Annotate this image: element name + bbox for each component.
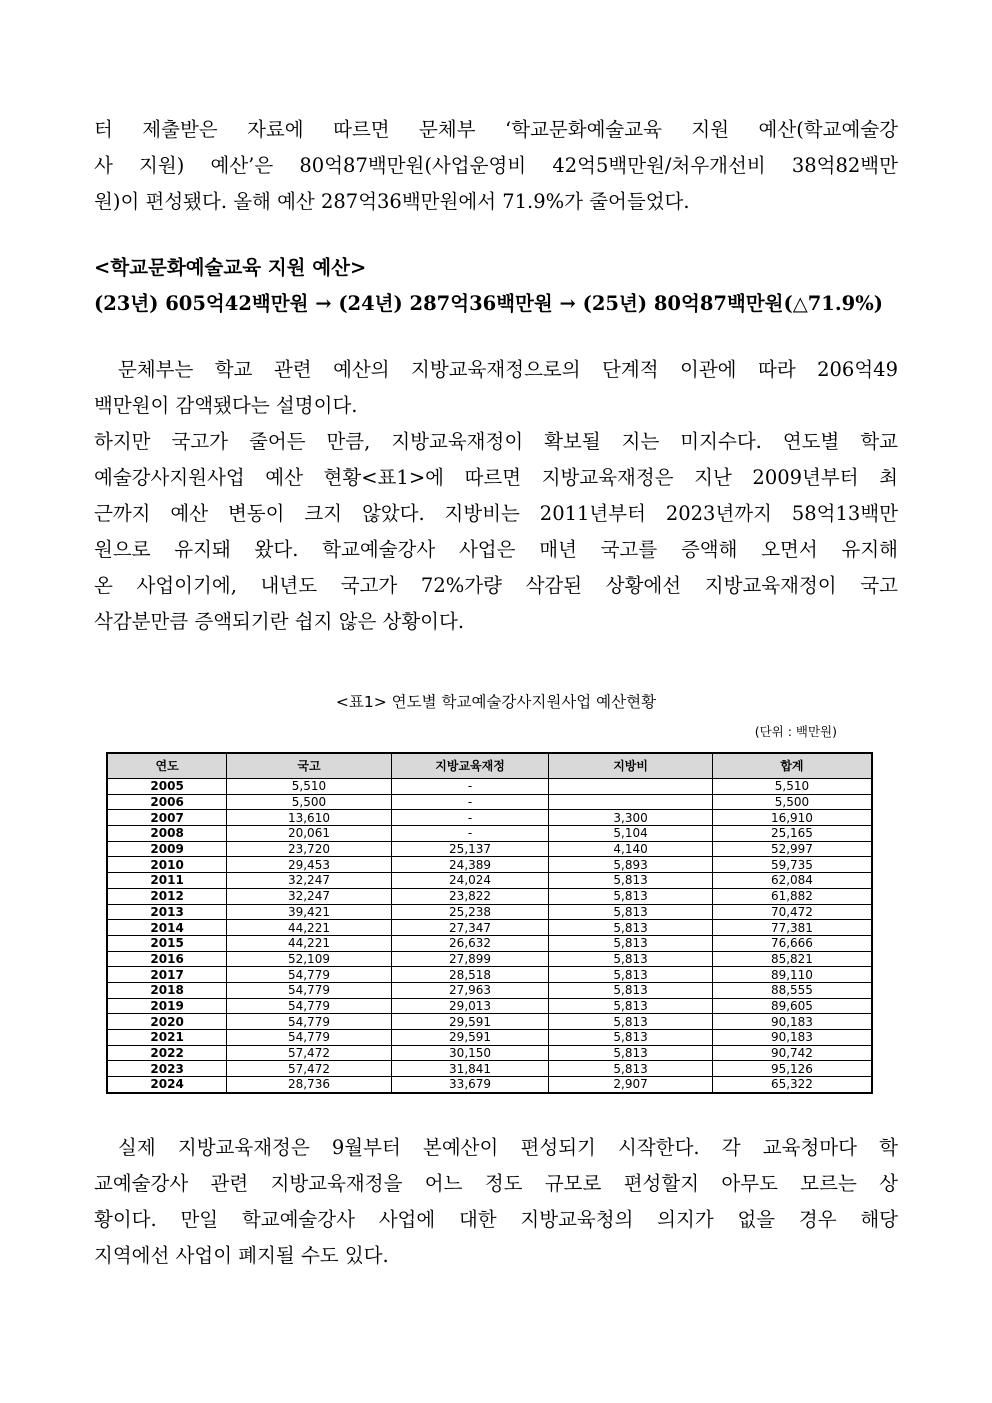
table-cell: 5,813 [549,1061,713,1077]
table-cell: 2010 [107,857,227,873]
text-line: 예술강사지원사업 예산 현황<표1>에 따르면 지방교육재정은 지난 2009년부터 최 [94,466,898,489]
table-cell: 2017 [107,967,227,983]
table-cell: 5,813 [549,873,713,889]
table-row [107,888,872,904]
table-cell: 54,779 [227,967,392,983]
table-cell: 2007 [107,810,227,826]
table-cell: 2006 [107,794,227,810]
table-cell: 5,813 [549,1030,713,1046]
table-cell: 25,238 [391,904,549,920]
table-cell: 3,300 [549,810,713,826]
table-cell: 31,841 [391,1061,549,1077]
table-cell: 2014 [107,920,227,936]
table-row [107,1045,872,1061]
table-cell: 2018 [107,982,227,998]
paragraph-analysis [94,424,898,640]
table-row [107,779,872,795]
table-cell: 33,679 [391,1077,549,1093]
table-row [107,951,872,967]
table-cell [549,779,713,795]
table-cell: 23,720 [227,841,392,857]
table-cell: 2024 [107,1077,227,1093]
table-cell: 70,472 [712,904,872,920]
table-cell: 85,821 [712,951,872,967]
table-cell: 5,813 [549,982,713,998]
table-row [107,841,872,857]
table-cell: 24,024 [391,873,549,889]
table-cell: 30,150 [391,1045,549,1061]
table-cell: 2,907 [549,1077,713,1093]
budget-heading: <학교문화예술교육 지원 예산> [94,256,367,279]
table-cell: 44,221 [227,935,392,951]
table-cell: 89,110 [712,967,872,983]
table-cell: 25,165 [712,826,872,842]
table-row [107,857,872,873]
table-cell: 61,882 [712,888,872,904]
text-line: 백만원이 감액됐다는 설명이다. [94,394,358,417]
table-cell: 2020 [107,1014,227,1030]
table-cell: 5,813 [549,1045,713,1061]
table-row [107,1030,872,1046]
table-body [107,779,872,1093]
text-line: 교예술강사 관련 지방교육재정을 어느 정도 규모로 편성할지 아무도 모르는 상 [94,1172,898,1195]
table-cell: 54,779 [227,1030,392,1046]
header-local: 지방비 [549,753,713,779]
table-cell: 5,500 [712,794,872,810]
table-cell: 2005 [107,779,227,795]
table-cell: 24,389 [391,857,549,873]
text-line: 원)이 편성됐다. 올해 예산 287억36백만원에서 71.9%가 줄어들었다. [94,190,690,213]
table-cell: 27,963 [391,982,549,998]
budget-summary: (23년) 605억42백만원 → (24년) 287억36백만원 → (25년) 80억87백만원(△71.9%) [94,292,883,315]
table-row [107,904,872,920]
table-cell: 54,779 [227,998,392,1014]
table-title: <표1> 연도별 학교예술강사지원사업 예산현황 [335,693,657,711]
table-cell: 5,510 [227,779,392,795]
text-line: 실제 지방교육재정은 9월부터 본예산이 편성되기 시작한다. 각 교육청마다 학 [118,1136,898,1159]
table-row [107,873,872,889]
budget-table [106,752,873,1094]
table-cell: 28,518 [391,967,549,983]
table-row [107,1014,872,1030]
table-cell: 20,061 [227,826,392,842]
header-total: 합계 [712,753,872,779]
table-row [107,998,872,1014]
table-cell: 2009 [107,841,227,857]
table-cell: 89,605 [712,998,872,1014]
table-cell: 5,813 [549,967,713,983]
table-row [107,935,872,951]
table-cell: 62,084 [712,873,872,889]
table-cell: 5,813 [549,951,713,967]
table-cell: 27,347 [391,920,549,936]
table-cell: 5,893 [549,857,713,873]
table-row [107,1077,872,1093]
table-cell: 16,910 [712,810,872,826]
table-cell: 44,221 [227,920,392,936]
table-cell: 5,813 [549,920,713,936]
table-cell: 57,472 [227,1045,392,1061]
paragraph-ministry [94,352,898,424]
text-line: 문체부는 학교 관련 예산의 지방교육재정으로의 단계적 이관에 따라 206억49 [118,358,898,381]
table-row [107,920,872,936]
table-row [107,967,872,983]
table-cell: 13,610 [227,810,392,826]
table-cell: 32,247 [227,873,392,889]
table-row [107,810,872,826]
table-cell: 5,813 [549,1014,713,1030]
table-cell: 26,632 [391,935,549,951]
table-cell: 5,510 [712,779,872,795]
table-row [107,982,872,998]
header-year: 연도 [107,753,227,779]
table-cell: - [391,826,549,842]
table-cell: - [391,810,549,826]
table-cell: 2013 [107,904,227,920]
table-cell: 2012 [107,888,227,904]
text-line: 원으로 유지돼 왔다. 학교예술강사 사업은 매년 국고를 증액해 오면서 유지해 [94,538,898,561]
table-cell: - [391,794,549,810]
table-cell: 2023 [107,1061,227,1077]
table-cell: 2016 [107,951,227,967]
text-line: 사 지원) 예산’은 80억87백만원(사업운영비 42억5백만원/처우개선비 38억82백만 [94,154,898,177]
table-cell: 39,421 [227,904,392,920]
table-cell: 23,822 [391,888,549,904]
table-cell: 5,813 [549,935,713,951]
table-cell: 2011 [107,873,227,889]
table-cell: 2022 [107,1045,227,1061]
table-cell: 54,779 [227,982,392,998]
table-cell: 4,140 [549,841,713,857]
table-cell: 52,997 [712,841,872,857]
table-cell: 28,736 [227,1077,392,1093]
table-cell: 2015 [107,935,227,951]
text-line: 지역에선 사업이 폐지될 수도 있다. [94,1244,389,1267]
text-line: 터 제출받은 자료에 따르면 문체부 ‘학교문화예술교육 지원 예산(학교예술강 [94,118,898,141]
table-cell: 29,591 [391,1014,549,1030]
table-cell: 77,381 [712,920,872,936]
text-line: 하지만 국고가 줄어든 만큼, 지방교육재정이 확보될 지는 미지수다. 연도별 학교 [94,430,898,453]
table-cell: 2019 [107,998,227,1014]
header-local-education: 지방교육재정 [391,753,549,779]
table-cell: 5,500 [227,794,392,810]
text-line: 삭감분만큼 증액되기란 쉽지 않은 상황이다. [94,610,465,633]
table-cell: 54,779 [227,1014,392,1030]
table-cell: 57,472 [227,1061,392,1077]
table-cell: 29,013 [391,998,549,1014]
table-cell: 27,899 [391,951,549,967]
table-row [107,826,872,842]
table-cell: 95,126 [712,1061,872,1077]
table-cell: 5,813 [549,904,713,920]
table-cell [549,794,713,810]
table-cell: 2021 [107,1030,227,1046]
header-national: 국고 [227,753,392,779]
table-cell: 2008 [107,826,227,842]
table-cell: 90,183 [712,1014,872,1030]
table-cell: 90,183 [712,1030,872,1046]
text-line: 근까지 예산 변동이 크지 않았다. 지방비는 2011년부터 2023년까지 58억13백만 [94,502,898,525]
table-cell: 59,735 [712,857,872,873]
table-cell: 88,555 [712,982,872,998]
text-line: 황이다. 만일 학교예술강사 사업에 대한 지방교육청의 의지가 없을 경우 해당 [94,1208,898,1231]
table-cell: 52,109 [227,951,392,967]
table-cell: 76,666 [712,935,872,951]
table-cell: 32,247 [227,888,392,904]
table-cell: 5,813 [549,888,713,904]
paragraph-intro [94,112,898,220]
table-row [107,794,872,810]
table-cell: 5,813 [549,998,713,1014]
table-cell: 29,453 [227,857,392,873]
table-header-row [107,753,872,779]
table-unit: (단위 : 백만원) [754,724,837,739]
table-cell: 5,104 [549,826,713,842]
table-cell: 29,591 [391,1030,549,1046]
text-line: 온 사업이기에, 내년도 국고가 72%가량 삭감된 상황에선 지방교육재정이 국고 [94,574,898,597]
table-cell: - [391,779,549,795]
table-cell: 65,322 [712,1077,872,1093]
table-cell: 90,742 [712,1045,872,1061]
table-cell: 25,137 [391,841,549,857]
paragraph-conclusion [94,1130,898,1274]
table-row [107,1061,872,1077]
